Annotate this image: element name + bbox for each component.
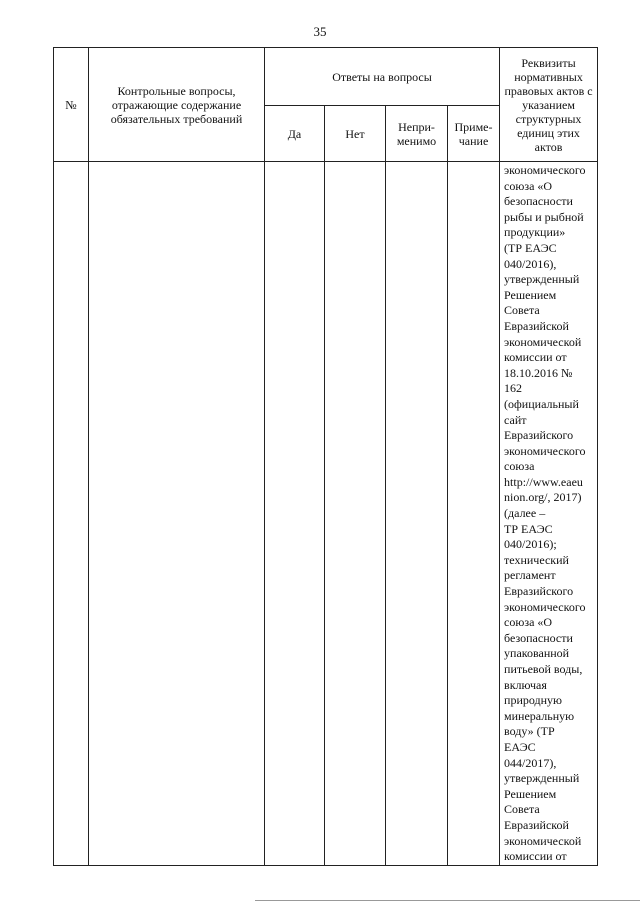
questions-column-header: Контрольные вопросы, отражающие содержание обязательных требований	[89, 48, 265, 162]
row-note-cell[interactable]	[448, 162, 500, 866]
row-yes-cell[interactable]	[265, 162, 325, 866]
table-row	[54, 162, 598, 866]
checklist-table	[53, 47, 598, 866]
row-requisites-cell: экономического союза «О безопасности рыбы и рыбной продукции» (ТР ЕАЭС 040/2016), утвержденный Решением Совета Евразийской экономической комиссии от 18.10.2016 № 162 (официальный сайт Евразийского экономического союза http://www.eaeu nion.org/, 2017) (далее – ТР ЕАЭС 040/2016); технический регламент Евразийского экономического союза «О безопасности упакованной питьевой воды, включая природную минеральную воду» (ТР ЕАЭС 044/2017), утвержденный Решением Совета Евразийской экономической комиссии от	[500, 162, 598, 866]
not-applicable-column-header: Непри- менимо	[386, 106, 448, 162]
requisites-column-header: Реквизиты нормативных правовых актов с указанием структурных единиц этих актов	[500, 48, 598, 162]
row-number-cell	[54, 162, 89, 866]
page-number: 35	[313, 24, 327, 39]
row-no-cell[interactable]	[325, 162, 386, 866]
note-column-header: Приме- чание	[448, 106, 500, 162]
scan-edge-line	[255, 900, 640, 901]
row-not-applicable-cell[interactable]	[386, 162, 448, 866]
row-question-cell	[89, 162, 265, 866]
yes-column-header: Да	[265, 106, 325, 162]
number-column-header: №	[54, 48, 89, 162]
header-row	[54, 48, 598, 106]
no-column-header: Нет	[325, 106, 386, 162]
answers-column-header: Ответы на вопросы	[265, 48, 500, 106]
